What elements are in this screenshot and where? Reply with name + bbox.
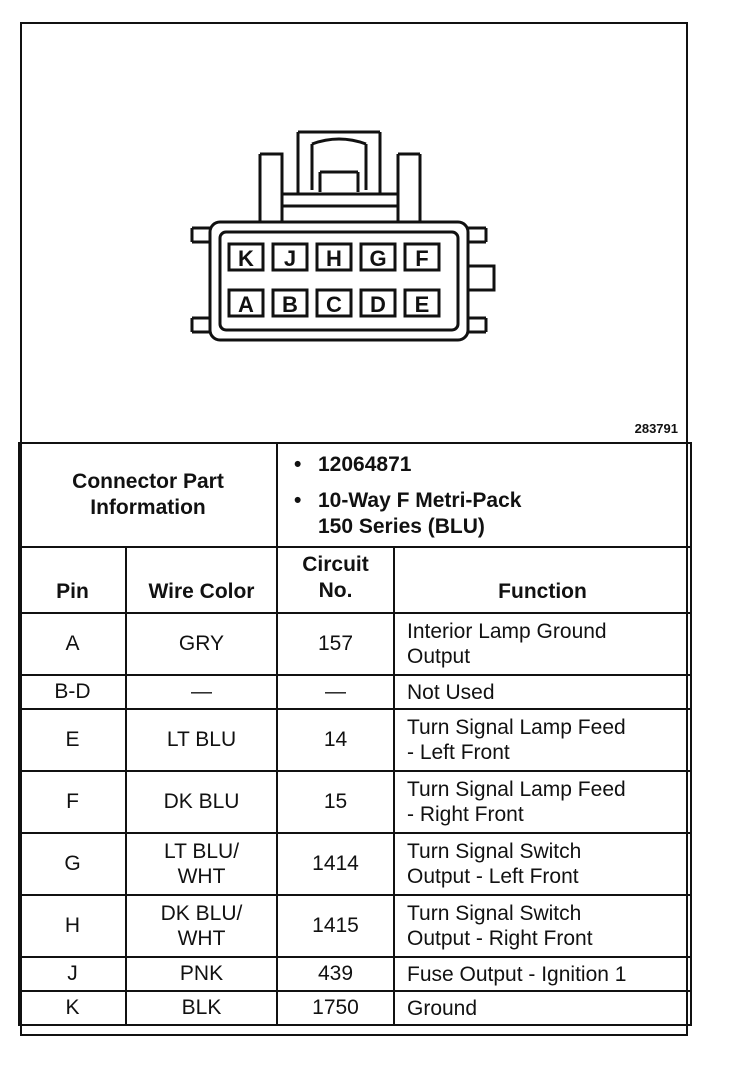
- pin-label-A: A: [238, 292, 254, 317]
- pin-label-G: G: [369, 246, 387, 271]
- pin-cell: B-D: [19, 675, 126, 709]
- header-function: Function: [394, 547, 691, 613]
- function-cell: Fuse Output - Ignition 1: [394, 957, 691, 991]
- pin-label-D: D: [370, 292, 386, 317]
- pin-label-B: B: [282, 292, 298, 317]
- circuit-cell: 439: [277, 957, 394, 991]
- circuit-cell: 157: [277, 613, 394, 675]
- header-circuit: Circuit No.: [277, 547, 394, 613]
- pin-cell: A: [19, 613, 126, 675]
- table-row: [19, 613, 691, 675]
- wire-color-cell: GRY: [126, 613, 277, 675]
- pin-cell: K: [19, 991, 126, 1025]
- table-row: [19, 709, 691, 771]
- table-row: [19, 895, 691, 957]
- function-cell: Turn Signal Switch Output - Left Front: [394, 833, 691, 895]
- part-number: • 12064871: [294, 453, 412, 476]
- connector-part-label: Connector Part Information: [19, 443, 277, 547]
- pin-cell: F: [19, 771, 126, 833]
- circuit-cell: 1414: [277, 833, 394, 895]
- pin-label-F: F: [415, 246, 429, 271]
- function-cell: Not Used: [394, 675, 691, 709]
- connector-description: • 10-Way F Metri-Pack: [294, 489, 522, 512]
- table-header-row: [19, 547, 691, 613]
- connector-info-row: [19, 443, 691, 547]
- pin-label-C: C: [326, 292, 342, 317]
- pin-cell: J: [19, 957, 126, 991]
- circuit-cell: 1750: [277, 991, 394, 1025]
- pin-label-J: J: [283, 246, 297, 271]
- connector-drawing: [20, 22, 688, 442]
- wire-color-cell: LT BLU: [126, 709, 277, 771]
- table-row: [19, 833, 691, 895]
- table-row: [19, 771, 691, 833]
- wire-color-cell: —: [126, 675, 277, 709]
- figure-id: 283791: [634, 421, 678, 436]
- pin-label-E: E: [414, 292, 430, 317]
- wire-color-cell: LT BLU/ WHT: [126, 833, 277, 895]
- table-row: [19, 957, 691, 991]
- circuit-cell: —: [277, 675, 394, 709]
- wire-color-cell: BLK: [126, 991, 277, 1025]
- function-cell: Turn Signal Lamp Feed - Right Front: [394, 771, 691, 833]
- circuit-cell: 15: [277, 771, 394, 833]
- function-cell: Interior Lamp Ground Output: [394, 613, 691, 675]
- connector-table: [18, 442, 692, 1026]
- wire-color-cell: PNK: [126, 957, 277, 991]
- circuit-cell: 14: [277, 709, 394, 771]
- header-wire-color: Wire Color: [126, 547, 277, 613]
- connector-part-info: [277, 443, 691, 547]
- pin-cell: H: [19, 895, 126, 957]
- circuit-cell: 1415: [277, 895, 394, 957]
- table-row: [19, 675, 691, 709]
- connector-figure: [20, 22, 688, 442]
- header-pin: Pin: [19, 547, 126, 613]
- pin-cell: E: [19, 709, 126, 771]
- connector-series: 150 Series (BLU): [318, 515, 485, 538]
- pin-label-K: K: [238, 246, 254, 271]
- function-cell: Ground: [394, 991, 691, 1025]
- table-row: [19, 991, 691, 1025]
- pin-label-H: H: [326, 246, 342, 271]
- wire-color-cell: DK BLU/ WHT: [126, 895, 277, 957]
- function-cell: Turn Signal Switch Output - Right Front: [394, 895, 691, 957]
- pin-cell: G: [19, 833, 126, 895]
- function-cell: Turn Signal Lamp Feed - Left Front: [394, 709, 691, 771]
- wire-color-cell: DK BLU: [126, 771, 277, 833]
